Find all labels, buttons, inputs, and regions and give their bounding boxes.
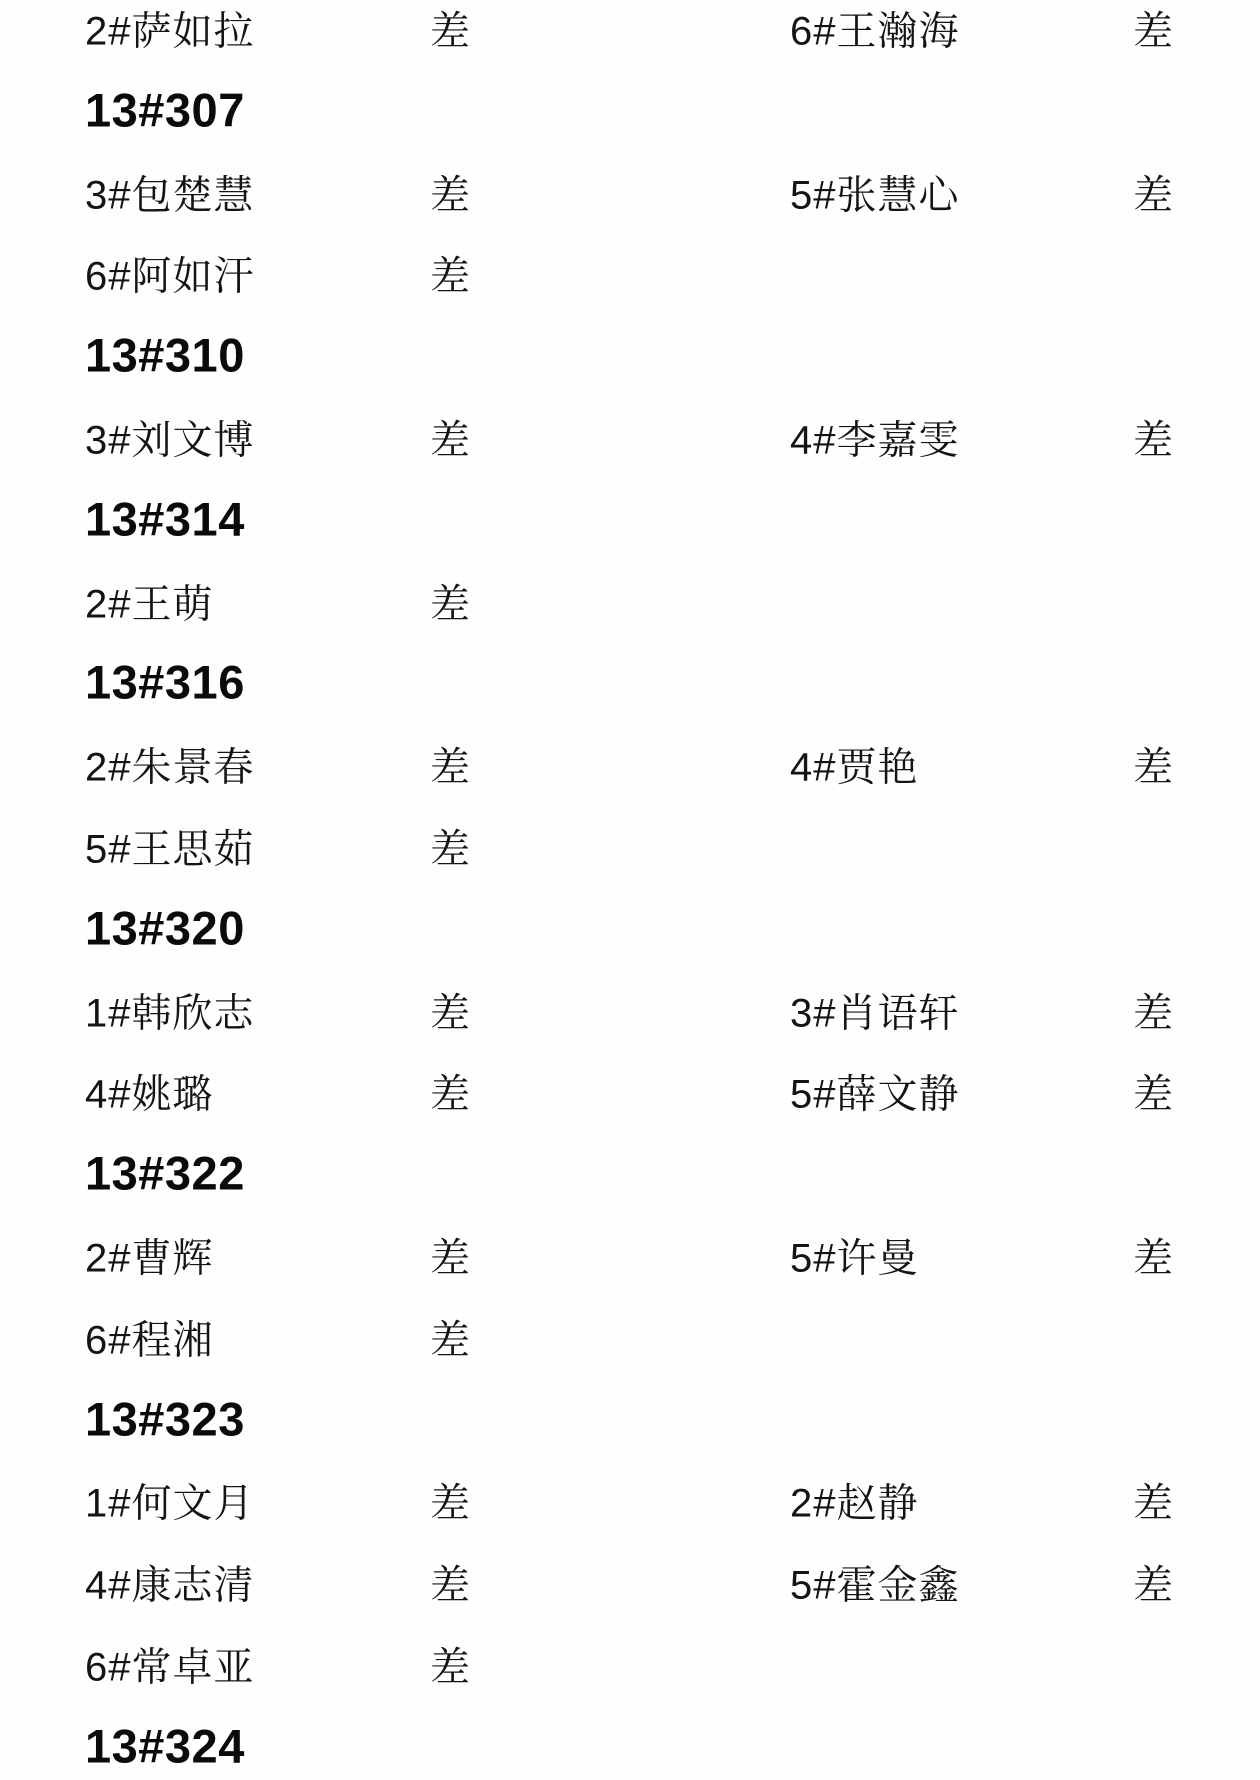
bed-occupant-label: 2#曹辉 (85, 1236, 214, 1281)
bed-occupant-label: 3#刘文博 (85, 418, 255, 463)
entry-row (0, 151, 1260, 233)
grade-value: 差 (430, 418, 470, 463)
entry-row (0, 0, 1260, 69)
room-number-heading: 13#322 (85, 1146, 245, 1200)
bed-occupant-label: 1#何文月 (85, 1481, 255, 1526)
bed-occupant-label: 6#阿如汗 (85, 254, 255, 299)
entry-row (0, 1459, 1260, 1541)
entry-row (0, 1541, 1260, 1623)
grade-value: 差 (430, 173, 470, 218)
grade-value: 差 (1133, 1481, 1173, 1526)
entry-row (0, 1623, 1260, 1705)
bed-occupant-label: 5#霍金鑫 (790, 1563, 960, 1608)
grade-value: 差 (430, 9, 470, 54)
entry-row (0, 232, 1260, 314)
grade-value: 差 (1133, 745, 1173, 790)
bed-occupant-label: 3#包楚慧 (85, 173, 255, 218)
room-header-row (0, 1705, 1260, 1780)
grade-value: 差 (430, 745, 470, 790)
grade-value: 差 (1133, 991, 1173, 1036)
room-number-heading: 13#320 (85, 901, 245, 955)
room-number-heading: 13#314 (85, 492, 245, 546)
entry-row (0, 805, 1260, 887)
bed-occupant-label: 4#贾艳 (790, 745, 919, 790)
room-number-heading: 13#324 (85, 1719, 245, 1773)
bed-occupant-label: 2#赵静 (790, 1481, 919, 1526)
bed-occupant-label: 2#王萌 (85, 582, 214, 627)
bed-occupant-label: 5#许曼 (790, 1236, 919, 1281)
bed-occupant-label: 6#常卓亚 (85, 1645, 255, 1690)
room-header-row (0, 887, 1260, 969)
room-header-row (0, 69, 1260, 151)
grade-value: 差 (430, 1236, 470, 1281)
bed-occupant-label: 3#肖语轩 (790, 991, 960, 1036)
grade-value: 差 (1133, 418, 1173, 463)
grade-value: 差 (1133, 1563, 1173, 1608)
grade-value: 差 (430, 582, 470, 627)
bed-occupant-label: 5#张慧心 (790, 173, 960, 218)
room-header-row (0, 478, 1260, 560)
room-number-heading: 13#307 (85, 83, 245, 137)
bed-occupant-label: 1#韩欣志 (85, 991, 255, 1036)
room-header-row (0, 641, 1260, 723)
bed-occupant-label: 4#李嘉雯 (790, 418, 960, 463)
entry-row (0, 723, 1260, 805)
grade-value: 差 (430, 254, 470, 299)
grade-value: 差 (430, 991, 470, 1036)
bed-occupant-label: 2#朱景春 (85, 745, 255, 790)
entry-row (0, 969, 1260, 1051)
grade-value: 差 (430, 1481, 470, 1526)
entry-row (0, 1214, 1260, 1296)
bed-occupant-label: 5#王思茹 (85, 827, 255, 872)
room-header-row (0, 1132, 1260, 1214)
bed-occupant-label: 6#王瀚海 (790, 9, 960, 54)
bed-occupant-label: 4#姚璐 (85, 1072, 214, 1117)
grade-value: 差 (1133, 173, 1173, 218)
grade-value: 差 (1133, 1072, 1173, 1117)
grade-value: 差 (430, 1318, 470, 1363)
entry-row (0, 560, 1260, 642)
grade-value: 差 (430, 1072, 470, 1117)
grade-value: 差 (430, 827, 470, 872)
grade-value: 差 (1133, 1236, 1173, 1281)
room-header-row (0, 1378, 1260, 1460)
bed-occupant-label: 2#萨如拉 (85, 9, 255, 54)
room-header-row (0, 314, 1260, 396)
room-number-heading: 13#323 (85, 1392, 245, 1446)
entry-row (0, 396, 1260, 478)
bed-occupant-label: 5#薛文静 (790, 1072, 960, 1117)
bed-occupant-label: 6#程湘 (85, 1318, 214, 1363)
grade-value: 差 (1133, 9, 1173, 54)
bed-occupant-label: 4#康志清 (85, 1563, 255, 1608)
room-number-heading: 13#310 (85, 328, 245, 382)
entry-row (0, 1050, 1260, 1132)
grade-value: 差 (430, 1645, 470, 1690)
room-number-heading: 13#316 (85, 655, 245, 709)
entry-row (0, 1296, 1260, 1378)
grade-value: 差 (430, 1563, 470, 1608)
